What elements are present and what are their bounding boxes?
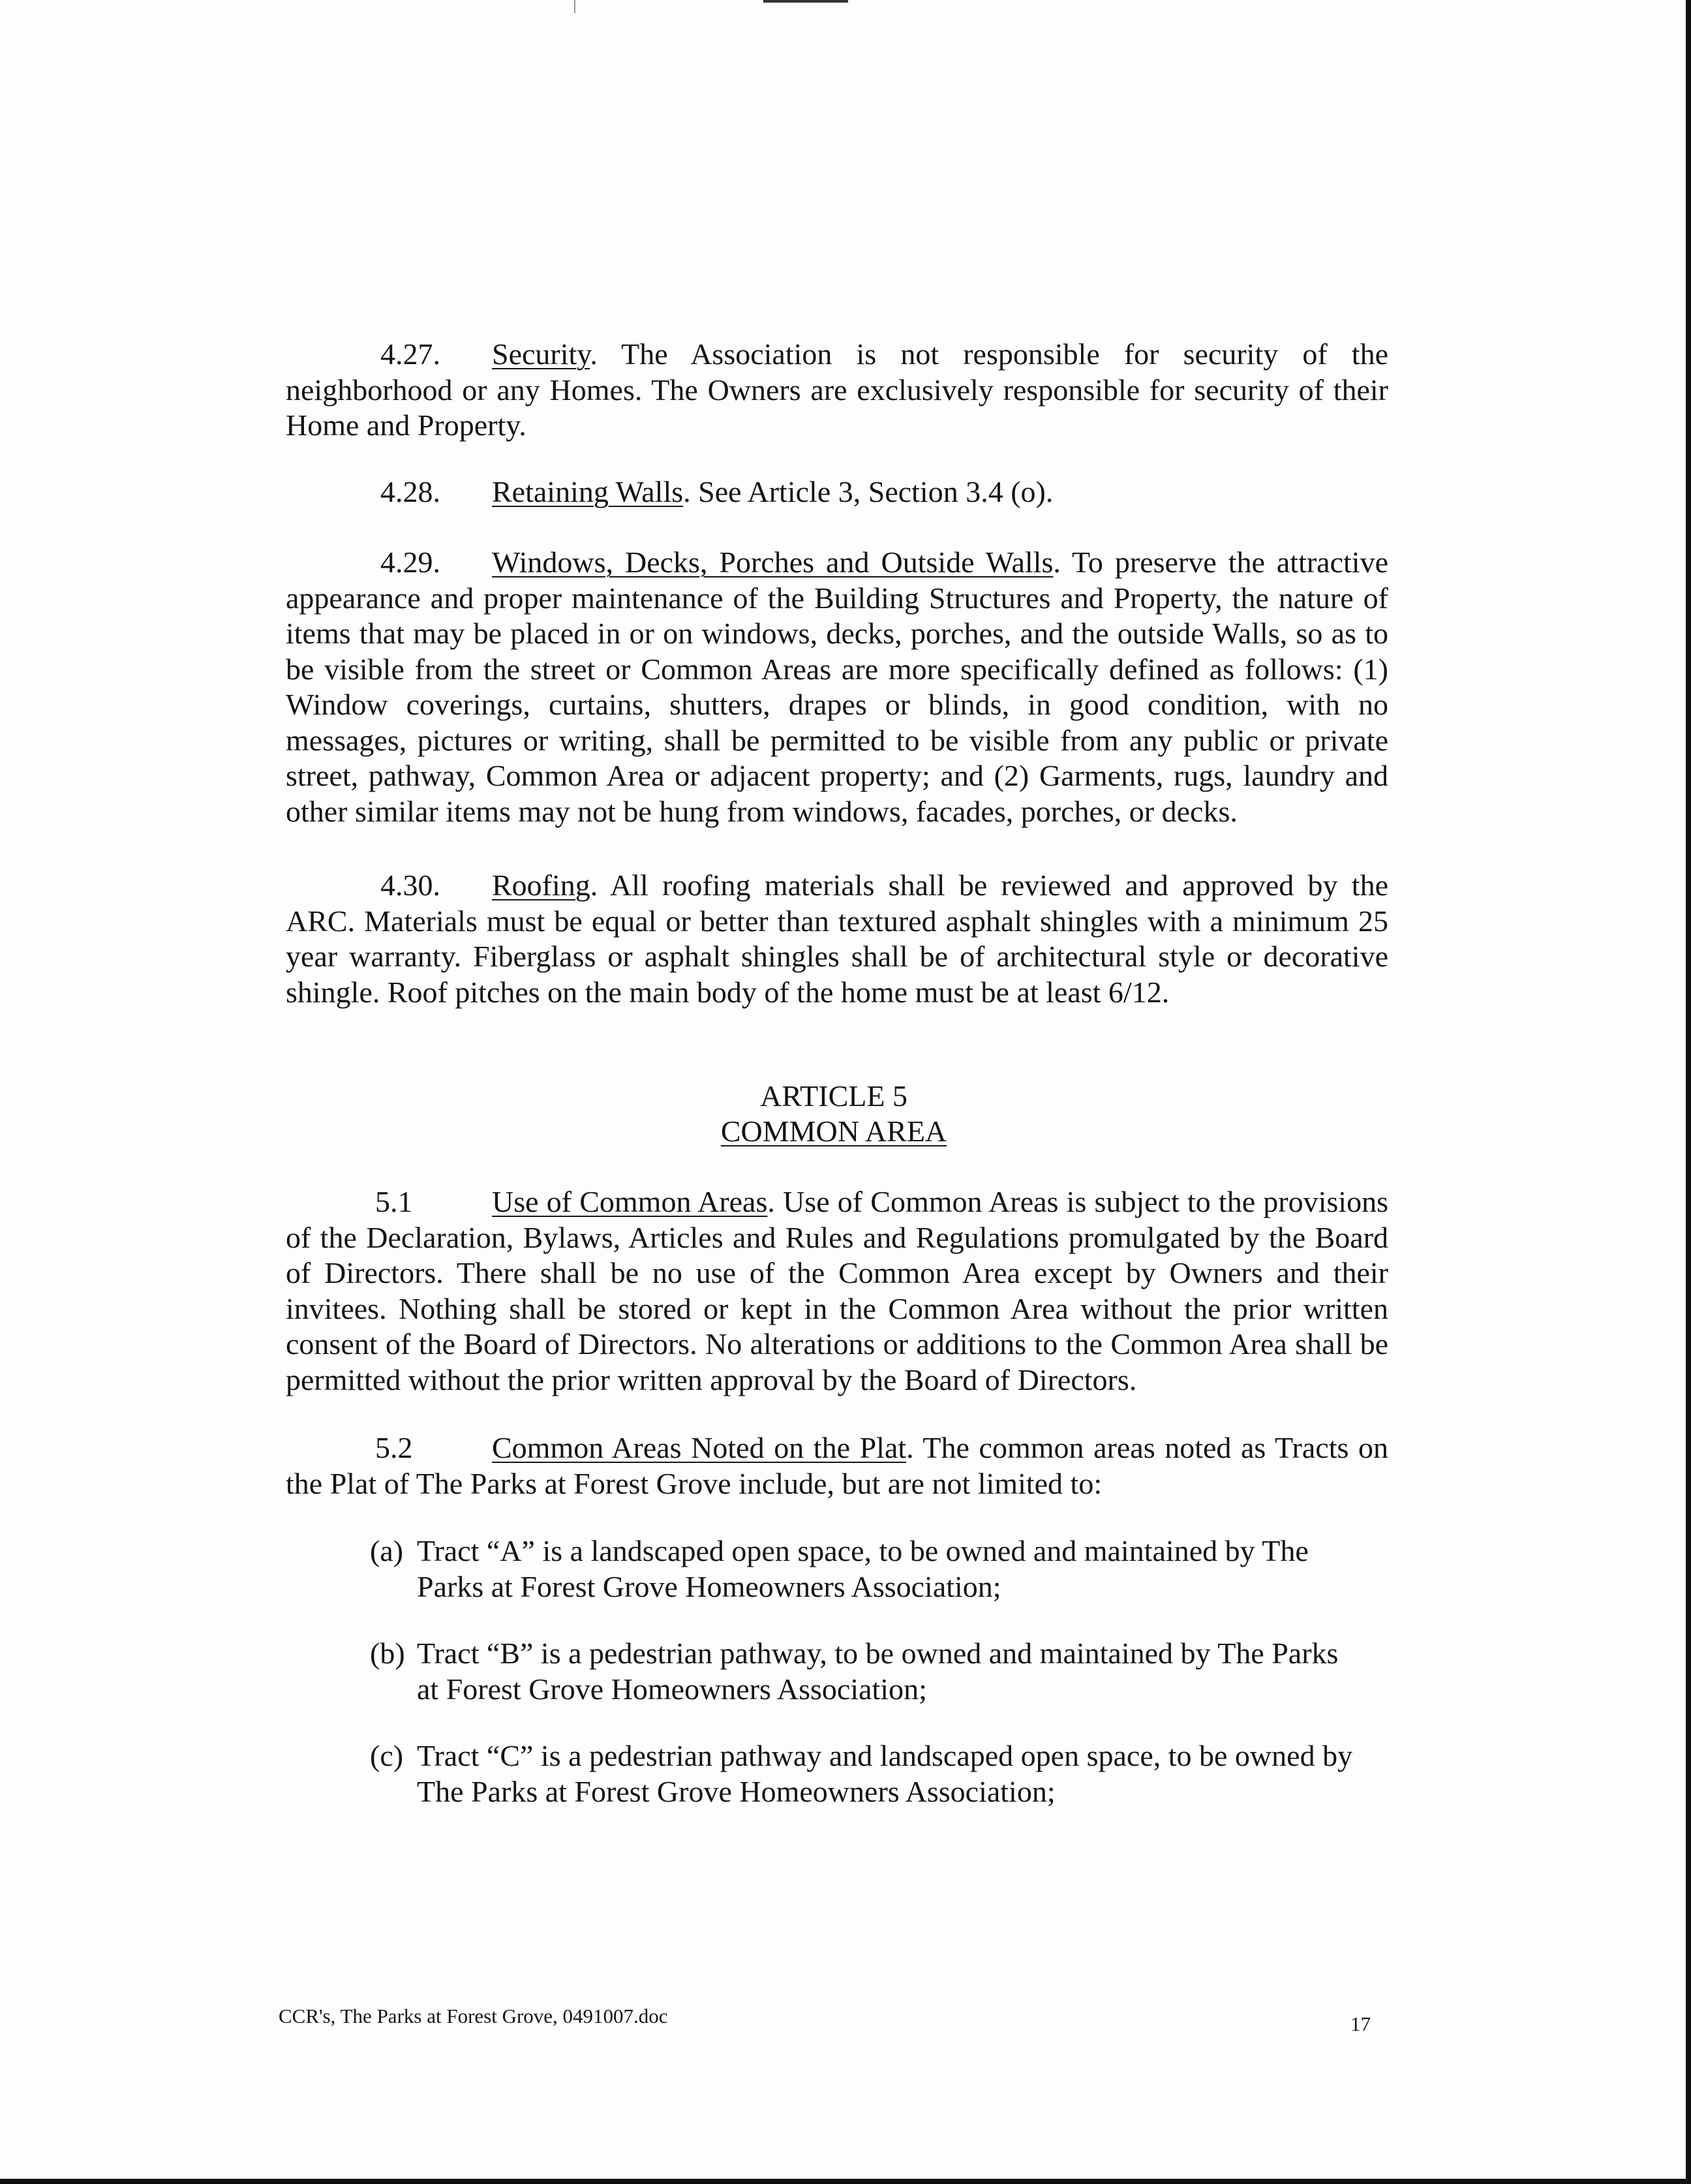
- section-text: . See Article 3, Section 3.4 (o).: [683, 475, 1054, 508]
- section-title: Common Areas Noted on the Plat: [492, 1431, 907, 1464]
- list-item-tract-c: [370, 1738, 1381, 1809]
- list-item-label: (c): [370, 1739, 404, 1772]
- section-4-27: [286, 337, 1388, 444]
- list-item-tract-a: [370, 1533, 1381, 1605]
- section-number: 4.28.: [380, 475, 440, 508]
- list-item-text: Tract “A” is a landscaped open space, to be owned and maintained by The: [417, 1534, 1309, 1567]
- section-text: . To preserve the attractive appearance and proper maintenance of the Building Structures and Property, the nature of items that may be placed in or on windows, decks, porches, and the outside Walls, so as to be visible from the street or Common Areas are more specifically defined as follows: (1) Window coverings, curtains, shutters, drapes or blinds, in good condition, with no messages, pictures or writing, shall be permitted to be visible from any public or private street, pathway, Common Area or adjacent property; and (2) Garments, rugs, laundry and other similar items may not be hung from windows, facades, porches, or decks.: [286, 546, 1388, 828]
- section-title: Retaining Walls: [492, 475, 684, 508]
- section-title: Security: [492, 337, 590, 371]
- section-4-30: [286, 868, 1388, 1010]
- list-item-text-continued: at Forest Grove Homeowners Association;: [417, 1672, 927, 1706]
- scan-artifact: [574, 0, 575, 13]
- list-item-text: Tract “B” is a pedestrian pathway, to be owned and maintained by The Parks: [417, 1637, 1339, 1670]
- scan-artifact: [763, 0, 848, 3]
- section-4-29: [286, 545, 1388, 829]
- list-item-label: (b): [370, 1637, 405, 1670]
- section-5-1: [286, 1184, 1388, 1398]
- section-title: Windows, Decks, Porches and Outside Walls: [492, 546, 1054, 579]
- section-4-28: [286, 474, 1388, 510]
- page-number: 17: [1350, 2012, 1371, 2035]
- list-item-label: (a): [370, 1534, 404, 1567]
- section-number: 4.30.: [380, 869, 440, 902]
- footer-document-name: CCR's, The Parks at Forest Grove, 0491007.doc: [279, 2005, 668, 2027]
- article-subheading-text: COMMON AREA: [720, 1115, 947, 1148]
- section-number: 5.1: [375, 1185, 413, 1218]
- section-text: . The common areas noted as Tracts on the Plat of The Parks at Forest Grove include, but are not limited to:: [286, 1431, 1388, 1500]
- section-title: Use of Common Areas: [492, 1185, 768, 1218]
- article-subheading: [286, 1114, 1382, 1149]
- article-heading: ARTICLE 5: [760, 1079, 907, 1113]
- list-item-text-continued: Parks at Forest Grove Homeowners Association;: [417, 1569, 1001, 1603]
- section-title: Roofing: [492, 869, 590, 902]
- section-text: . Use of Common Areas is subject to the provisions of the Declaration, Bylaws, Articles and Rules and Regulations promulgated by the Board of Directors. There shall be no use of the Common Area except by Owners and their invitees. Nothing shall be stored or kept in the Common Area without the prior written consent of the Board of Directors. No alterations or additions to the Common Area shall be permitted without the prior written approval by the Board of Directors.: [286, 1185, 1388, 1396]
- list-item-text: Tract “C” is a pedestrian pathway and landscaped open space, to be owned by: [417, 1739, 1353, 1772]
- section-text: . All roofing materials shall be reviewed and approved by the ARC. Materials must be equal or better than textured asphalt shingles with a minimum 25 year warranty. Fiberglass or asphalt shingles shall be of architectural style or decorative shingle. Roof pitches on the main body of the home must be at least 6/12.: [286, 869, 1388, 1009]
- list-item-text-continued: The Parks at Forest Grove Homeowners Association;: [417, 1774, 1056, 1808]
- section-number: 4.29.: [380, 546, 440, 579]
- list-item-tract-b: [370, 1636, 1381, 1707]
- section-number: 5.2: [375, 1431, 413, 1464]
- section-number: 4.27.: [380, 337, 440, 371]
- section-5-2: [286, 1430, 1388, 1501]
- section-text: . The Association is not responsible for security of the neighborhood or any Homes. The Owners are exclusively responsible for security of their Home and Property.: [286, 337, 1388, 442]
